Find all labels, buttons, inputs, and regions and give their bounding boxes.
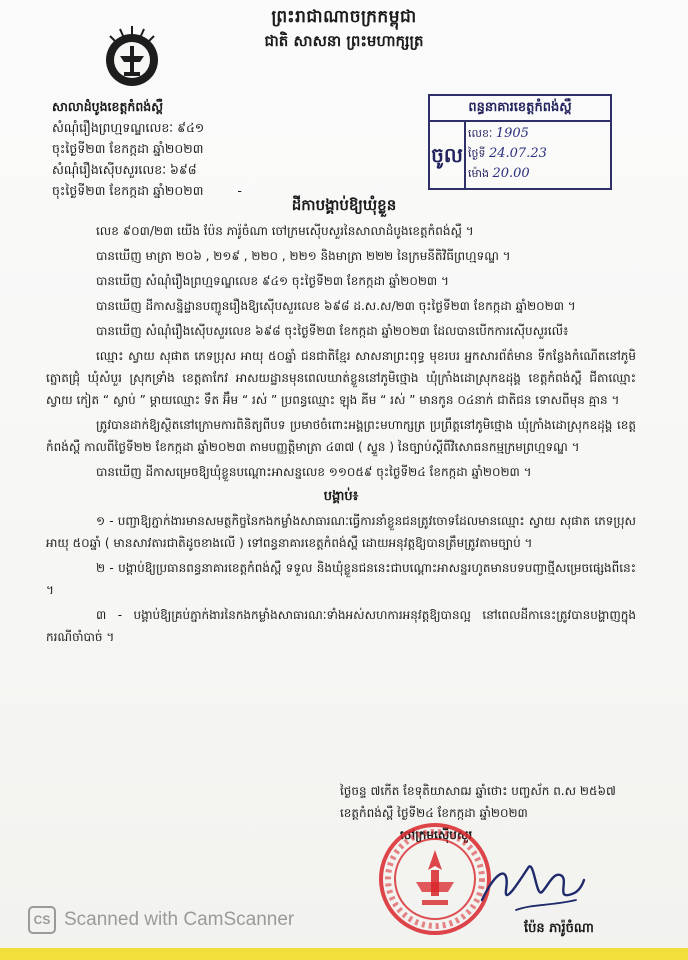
prison-stamp-time-label: ម៉ោង (468, 167, 489, 180)
prison-entry-stamp (428, 94, 612, 190)
prison-stamp-time-value: 20.00 (492, 166, 530, 181)
paragraph-articles: បានឃើញ មាត្រា ២០៦ , ២១៩ , ២២០ , ២២១ និងមាត្រា ២២២ នៃក្រមនីតិវិធីព្រហ្មទណ្ឌ ។ (96, 249, 511, 263)
court-reference-block (52, 96, 262, 201)
prison-stamp-entry-label: ចូល (430, 122, 466, 188)
lunar-date: ថ្ងៃចន្ទ ៧កើត ខែទុតិយាសាឍ ឆ្នាំថោះ បញ្ចស័ក ព.ស ២៥៦៧ (340, 784, 616, 798)
scanner-edge-bar (0, 948, 688, 960)
document-title: ដីកាបង្គាប់ឱ្យឃុំខ្លួន (291, 196, 397, 214)
investigation-date-text: ចុះថ្ងៃទី២៣ ខែកក្កដា ឆ្នាំ២០២៣ (52, 183, 204, 198)
camscanner-text: Scanned with CamScanner (64, 909, 295, 930)
motto-heading: ជាតិ សាសនា ព្រះមហាក្សត្រ (264, 32, 424, 50)
signature-mark (476, 850, 586, 920)
paragraph-criminal-file: បានឃើញ សំណុំរឿងព្រហ្មទណ្ឌលេខ ៩៤១ ចុះថ្ងៃទី២៣ ខែកក្កដា ឆ្នាំ២០២៣ ។ (96, 274, 449, 288)
paragraph-reference: លេខ ៩០៣/២៣ យើង ប៉ែន ភារ៉ូចំណា ចៅក្រមស៊ើបសួរនៃសាលាដំបូងខេត្តកំពង់ស្ពឺ ។ (96, 224, 474, 238)
court-emblem-icon (96, 22, 168, 94)
signatory-role: ចៅក្រមស៊ើបសួរ (400, 828, 473, 842)
paragraph-prosecution-order: បានឃើញ ដីកាសន្និដ្ឋានបញ្ជូនរឿងឱ្យស៊ើបសួរលេខ ៦៩៨ ដ.ស.ស/២៣ ចុះថ្ងៃទី២៣ ខែកក្កដា ឆ្នាំ២០២៣ ។ (96, 299, 576, 313)
dash-mark: - (237, 183, 242, 198)
paragraph-investigation-file: បានឃើញ សំណុំរឿងស៊ើបសួរលេខ ៦៩៨ ចុះថ្ងៃទី២៣ ខែកក្កដា ឆ្នាំ២០២៣ ដែលបានបើកការស៊ើបសួរលើ៖ (96, 324, 569, 338)
prison-stamp-title: ពន្ធនាគារខេត្តកំពង់ស្ពឺ (430, 96, 610, 122)
prison-stamp-date-value: 24.07.23 (488, 146, 547, 161)
paragraph-charge: ត្រូវបានដាក់ឱ្យស្ថិតនៅក្រោមការពិនិត្យពីបទ ប្រមាថចំពោះអង្គព្រះមហាក្សត្រ ប្រព្រឹត្តនៅភូមិថ្មោង ឃុំក្រាំងដោស្រុកឧដុង្គ ខេត្តកំពង់ស្ពឺ កាលពីថ្ងៃទី២២ ខែកក្កដា ឆ្នាំ២០២៣ តាមបញ្ញត្តិមាត្រា ៤៣៧ ( ស្ទួន ) នៃច្បាប់ស្ដីពីវិសោធនកម្មក្រមព្រហ្មទណ្ឌ ។ (46, 418, 636, 454)
solar-date: ខេត្តកំពង់ស្ពឺ ថ្ងៃទី២៤ ខែកក្កដា ឆ្នាំ២០២៣ (340, 806, 528, 820)
camscanner-badge-icon: CS (28, 906, 56, 934)
court-name: សាលាដំបូងខេត្តកំពង់ស្ពឺ (52, 99, 164, 114)
orders-heading: បង្គាប់៖ (323, 489, 359, 504)
order-item-1: ១ - បញ្ជាឱ្យភ្នាក់ងារមានសមត្ថកិច្ចនៃកងកម្លាំងសាធារណៈធ្វើការនាំខ្លួនជនត្រូវចោទដែលមានឈ្មោះ ស្វាយ សុផាត ភេទប្រុស អាយុ ៥០ឆ្នាំ ( មានសាវតារជាតិដូចខាងលើ ) ទៅពន្ធនាគារខេត្តកំពង់ស្ពឺ ដោយអនុវត្តឱ្យបានត្រឹមត្រូវតាមច្បាប់ ។ (46, 514, 636, 550)
paragraph-detention-decision: បានឃើញ ដីកាសម្រេចឱ្យឃុំខ្លួនបណ្ដោះអាសន្នលេខ ១១០៥៩ ចុះថ្ងៃទី២៤ ខែកក្កដា ឆ្នាំ២០២៣ ។ (96, 465, 532, 479)
prison-stamp-time-row (468, 164, 606, 184)
criminal-case-date: ចុះថ្ងៃទី២៣ ខែកក្កដា ឆ្នាំ២០២៣ (52, 141, 204, 156)
prison-stamp-date-row (468, 144, 606, 164)
order-item-2: ២ - បង្គាប់ឱ្យប្រធានពន្ធនាគារខេត្តកំពង់ស្ពឺ ទទួល និងឃុំខ្លួនជននេះជាបណ្ដោះអាសន្នរហូតមានបទបញ្ជាថ្មីសម្រេចផ្សេងពីនេះ ។ (46, 561, 636, 597)
document-body (46, 220, 636, 651)
prison-stamp-number-label: លេខៈ (468, 127, 493, 140)
order-item-3: ៣ - បង្គាប់ឱ្យគ្រប់ភ្នាក់ងារនៃកងកម្លាំងសាធារណៈទាំងអស់សហការអនុវត្តឱ្យបានល្អ នៅពេលដីកានេះត្រូវបានបង្ហាញក្នុងករណីចាំបាច់ ។ (46, 608, 636, 644)
prison-stamp-number-value: 1905 (495, 126, 529, 141)
paragraph-defendant-details: ឈ្មោះ ស្វាយ សុផាត ភេទប្រុស អាយុ ៥០ឆ្នាំ ជនជាតិខ្មែរ សាសនាព្រះពុទ្ធ មុខរបរ អ្នកសារព័ត៌មាន ទីកន្លែងកំណើតនៅភូមិត្នោតជ្រុំ ឃុំសំបួរ ស្រុកទ្រាំង ខេត្តតាកែវ អាសយដ្ឋានមុនពេលឃាត់ខ្លួននៅភូមិថ្មោង ឃុំក្រាំងដោស្រុកឧដុង្គ ខេត្តកំពង់ស្ពឺ ជីតាឈ្មោះ ស្វាយ កៀត “ ស្លាប់ ” ម្ដាយឈ្មោះ ទឹត អ៊ឹម “ រស់ ” ប្រពន្ធឈ្មោះ ឡុង គីម “ រស់ ” មានកូន ០៤នាក់ ជាតិជន ទោសពីមុន គ្មាន ។ (46, 349, 636, 407)
prison-stamp-date-label: ថ្ងៃទី (468, 147, 486, 160)
signatory-name: ប៉ែន ភារ៉ូចំណា (524, 921, 594, 936)
investigation-case-number: សំណុំរឿងស៊ើបសួរលេខៈ ៦៩៨ (52, 162, 197, 177)
camscanner-watermark (28, 906, 294, 934)
prison-stamp-number-row (468, 124, 606, 144)
criminal-case-number: សំណុំរឿងព្រហ្មទណ្ឌលេខៈ ៩៤១ (52, 120, 205, 135)
kingdom-heading: ព្រះរាជាណាចក្រកម្ពុជា (271, 7, 417, 27)
